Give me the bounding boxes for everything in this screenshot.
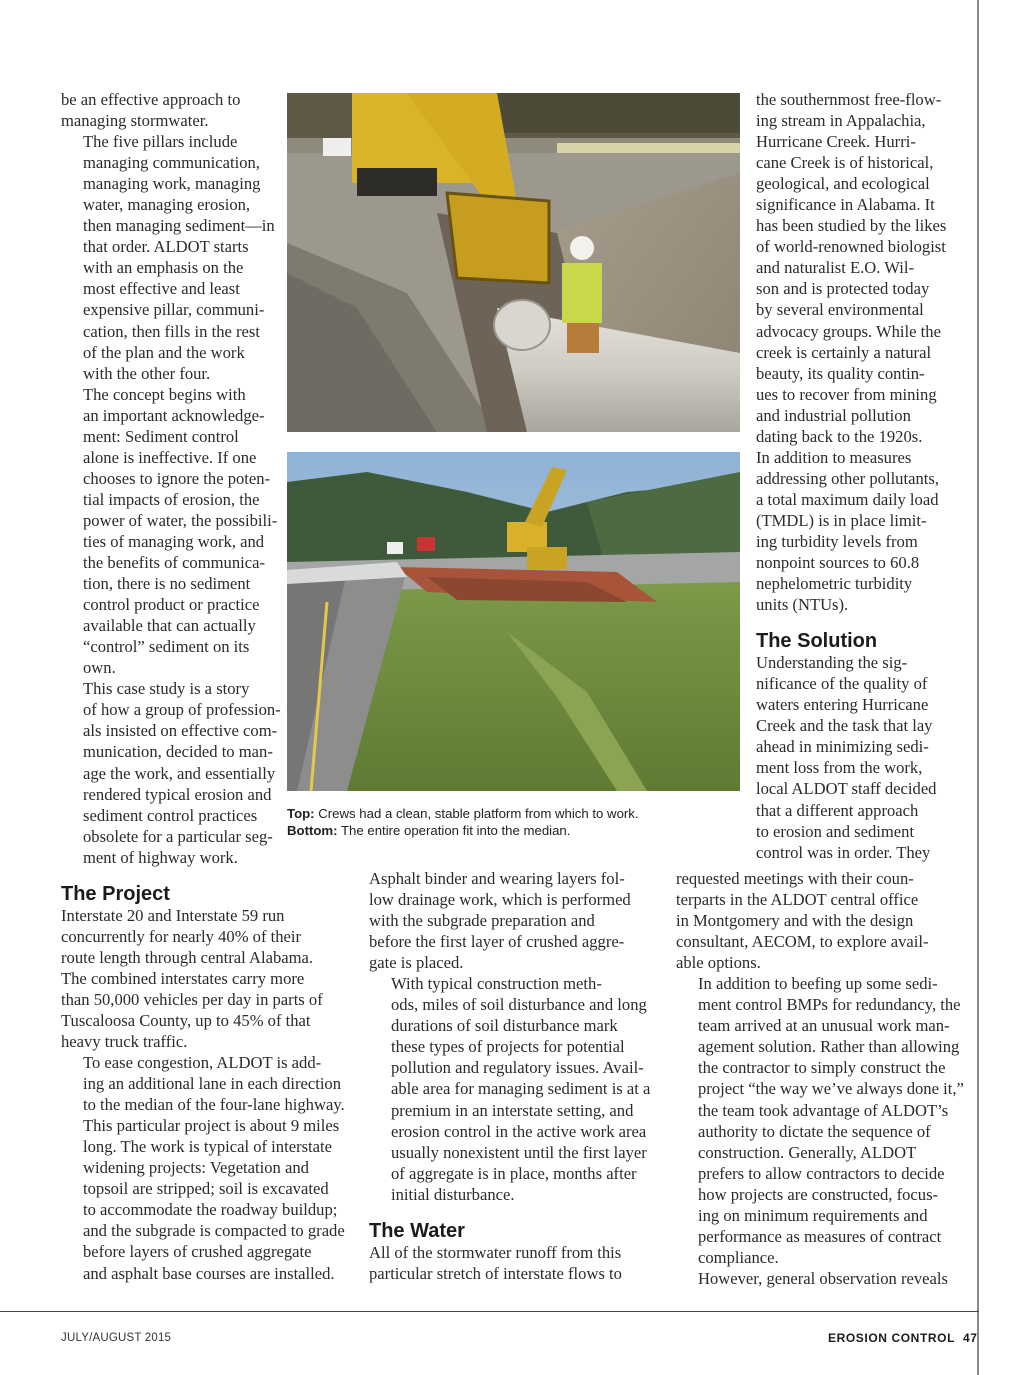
text-line: usually nonexistent until the first layer	[391, 1142, 647, 1162]
column-2	[369, 868, 669, 1284]
text-line: consultant, AECOM, to explore avail-	[676, 932, 929, 952]
text-line: team arrived at an unusual work man-	[698, 1016, 950, 1036]
text-line: ing stream in Appalachia,	[756, 111, 926, 131]
col3-paragraph-3	[676, 973, 971, 1268]
text-line: beauty, its quality contin-	[756, 363, 925, 383]
text-line: erosion control in the active work area	[391, 1121, 647, 1141]
text-line: how projects are constructed, focus-	[698, 1184, 939, 1204]
text-line: nonpoint sources to 60.8	[756, 553, 920, 573]
text-line: the team took advantage of ALDOT’s	[698, 1100, 949, 1120]
photo-bottom-median-operation	[287, 452, 740, 791]
text-line: by several environmental	[756, 300, 924, 320]
text-line: geological, and ecological	[756, 174, 930, 194]
text-line: with the other four.	[83, 363, 211, 383]
text-line: available that can actually	[83, 616, 256, 636]
photo-top-illustration	[287, 93, 740, 432]
text-line: with the subgrade preparation and	[369, 911, 595, 931]
col2-paragraph-3	[369, 1242, 669, 1284]
text-line: sediment control practices	[83, 805, 258, 825]
text-line: authority to dictate the sequence of	[698, 1121, 931, 1141]
caption-bottom-label: Bottom:	[287, 823, 338, 838]
text-line: managing work, managing	[83, 174, 261, 194]
text-line: Hurricane Creek. Hurri-	[756, 132, 916, 152]
column-3-continued	[676, 868, 971, 1289]
text-line: To ease congestion, ALDOT is add-	[83, 1053, 322, 1073]
caption-bottom-line	[287, 822, 639, 839]
text-line: able area for managing sediment is at a	[391, 1079, 651, 1099]
text-line: and industrial pollution	[756, 405, 911, 425]
col2-paragraph-1	[369, 868, 669, 973]
text-line: most effective and least	[83, 279, 240, 299]
text-line: of world-renowned biologist	[756, 237, 946, 257]
text-line: significance in Alabama. It	[756, 195, 935, 215]
text-line: advocacy groups. While the	[756, 321, 941, 341]
text-line: “control” sediment on its	[83, 637, 250, 657]
text-line: particular stretch of interstate flows to	[369, 1263, 622, 1283]
text-line: the southernmost free-flow-	[756, 90, 942, 109]
text-line: long. The work is typical of interstate	[83, 1137, 333, 1157]
text-line: dating back to the 1920s.	[756, 426, 923, 446]
text-line: In addition to beefing up some sedi-	[698, 974, 938, 994]
text-line: own.	[83, 658, 116, 678]
text-line: concurrently for nearly 40% of their	[61, 926, 302, 946]
text-line: Tuscaloosa County, up to 45% of that	[61, 1010, 311, 1030]
text-line: the benefits of communica-	[83, 553, 266, 573]
photo-caption	[287, 805, 639, 839]
col3-paragraph-1	[756, 89, 971, 615]
text-line: to the median of the four-lane highway.	[83, 1095, 345, 1115]
text-line: alone is ineffective. If one	[83, 447, 257, 467]
text-line: heavy truck traffic.	[61, 1032, 188, 1052]
text-line: chooses to ignore the poten-	[83, 468, 271, 488]
text-line: son and is protected today	[756, 279, 930, 299]
text-line: that a different approach	[756, 800, 919, 820]
text-line: agement solution. Rather than allowing	[698, 1037, 960, 1057]
heading-the-water: The Water	[369, 1219, 465, 1242]
text-line: of the plan and the work	[83, 342, 245, 362]
text-line: Interstate 20 and Interstate 59 run	[61, 905, 285, 925]
col3-paragraph-2-continued	[676, 868, 971, 973]
text-line: water, managing erosion,	[83, 195, 251, 215]
footer-rule	[0, 1311, 979, 1312]
text-line: of how a group of profession-	[83, 700, 281, 720]
photo-bottom-illustration	[287, 452, 740, 791]
text-line: low drainage work, which is performed	[369, 890, 631, 910]
caption-top-line	[287, 805, 639, 822]
text-line: Creek and the task that lay	[756, 716, 933, 736]
text-line: an important acknowledge-	[83, 405, 265, 425]
text-line: ment loss from the work,	[756, 758, 923, 778]
text-line: initial disturbance.	[391, 1184, 515, 1204]
caption-bottom-text: The entire operation fit into the median.	[337, 823, 571, 838]
text-line: these types of projects for potential	[391, 1037, 625, 1057]
text-line: Asphalt binder and wearing layers fol-	[369, 869, 625, 888]
col1-paragraph-5	[61, 1052, 351, 1284]
text-line: units (NTUs).	[756, 595, 849, 615]
text-line: performance as measures of contract	[698, 1226, 942, 1246]
text-line: managing communication,	[83, 153, 260, 173]
text-line: control product or practice	[83, 595, 260, 615]
text-line: cane Creek is of historical,	[756, 153, 934, 173]
text-line: age the work, and essentially	[83, 763, 276, 783]
caption-top-label: Top:	[287, 806, 315, 821]
text-line: waters entering Hurricane	[756, 695, 929, 715]
text-line: munication, decided to man-	[83, 742, 273, 762]
text-line: construction. Generally, ALDOT	[698, 1142, 917, 1162]
text-line: ues to recover from mining	[756, 384, 937, 404]
text-line: premium in an interstate setting, and	[391, 1100, 634, 1120]
heading-the-solution: The Solution	[756, 630, 878, 653]
text-line: managing stormwater.	[61, 111, 209, 131]
text-line: and asphalt base courses are installed.	[83, 1263, 335, 1283]
text-line: control was in order. They	[756, 842, 931, 862]
text-line: ing turbidity levels from	[756, 531, 918, 551]
text-line: requested meetings with their coun-	[676, 869, 914, 888]
caption-top-text: Crews had a clean, stable platform from which to work.	[314, 806, 639, 821]
text-line: ing on minimum requirements and	[698, 1205, 928, 1225]
right-margin-rule	[977, 0, 979, 1375]
text-line: durations of soil disturbance mark	[391, 1016, 618, 1036]
text-line: prefers to allow contractors to decide	[698, 1163, 945, 1183]
text-line: The five pillars include	[83, 132, 238, 152]
col2-paragraph-2	[369, 973, 669, 1205]
text-line: All of the stormwater runoff from this	[369, 1242, 622, 1262]
column-3	[756, 89, 971, 863]
col3-paragraph-2	[756, 652, 971, 862]
text-line: With typical construction meth-	[391, 974, 602, 994]
text-line: able options.	[676, 953, 761, 973]
text-line: nephelometric turbidity	[756, 574, 913, 594]
text-line: pollution and regulatory issues. Avail-	[391, 1058, 644, 1078]
text-line: creek is certainly a natural	[756, 342, 932, 362]
text-line: als insisted on effective com-	[83, 721, 278, 741]
text-line: of aggregate is in place, months after	[391, 1163, 637, 1183]
text-line: than 50,000 vehicles per day in parts of	[61, 989, 323, 1009]
text-line: and the subgrade is compacted to grade	[83, 1221, 345, 1241]
text-line: local ALDOT staff decided	[756, 779, 937, 799]
text-line: a total maximum daily load	[756, 489, 939, 509]
text-line: tion, there is no sediment	[83, 574, 251, 594]
text-line: However, general observation reveals	[698, 1268, 948, 1288]
text-line: in Montgomery and with the design	[676, 911, 914, 931]
text-line: widening projects: Vegetation and	[83, 1158, 309, 1178]
text-line: ing an additional lane in each direction	[83, 1074, 342, 1094]
text-line: be an effective approach to	[61, 90, 241, 109]
text-line: before the first layer of crushed aggre-	[369, 932, 625, 952]
text-line: cation, then fills in the rest	[83, 321, 260, 341]
text-line: ment of highway work.	[83, 847, 238, 867]
text-line: project “the way we’ve always done it,”	[698, 1079, 964, 1099]
text-line: power of water, the possibili-	[83, 510, 278, 530]
text-line: Understanding the sig-	[756, 653, 908, 673]
footer-issue-date: JULY/AUGUST 2015	[61, 1332, 172, 1344]
text-line: has been studied by the likes	[756, 216, 947, 236]
heading-the-project: The Project	[61, 882, 170, 905]
text-line: (TMDL) is in place limit-	[756, 510, 927, 530]
text-line: obsolete for a particular seg-	[83, 826, 273, 846]
text-line: terparts in the ALDOT central office	[676, 890, 919, 910]
text-line: The combined interstates carry more	[61, 968, 305, 988]
text-line: then managing sediment—in	[83, 216, 275, 236]
text-line: tial impacts of erosion, the	[83, 489, 260, 509]
text-line: gate is placed.	[369, 953, 464, 973]
footer-magazine-name: EROSION CONTROL	[828, 1331, 956, 1345]
text-line: This case study is a story	[83, 679, 250, 699]
col3-paragraph-4	[676, 1268, 971, 1289]
footer-magazine-page	[828, 1331, 978, 1345]
text-line: ment control BMPs for redundancy, the	[698, 995, 961, 1015]
text-line: nificance of the quality of	[756, 674, 928, 694]
text-line: before layers of crushed aggregate	[83, 1242, 312, 1262]
text-line: addressing other pollutants,	[756, 468, 939, 488]
text-line: ods, miles of soil disturbance and long	[391, 995, 647, 1015]
text-line: to erosion and sediment	[756, 821, 915, 841]
text-line: compliance.	[698, 1247, 779, 1267]
col1-paragraph-4	[61, 905, 351, 1052]
text-line: with an emphasis on the	[83, 258, 244, 278]
text-line: The concept begins with	[83, 384, 246, 404]
text-line: This particular project is about 9 miles	[83, 1116, 340, 1136]
photo-top-excavator-trench	[287, 93, 740, 432]
text-line: to accommodate the roadway buildup;	[83, 1200, 338, 1220]
text-line: rendered typical erosion and	[83, 784, 272, 804]
footer-page-number: 47	[963, 1331, 978, 1345]
text-line: and naturalist E.O. Wil-	[756, 258, 915, 278]
text-line: topsoil are stripped; soil is excavated	[83, 1179, 329, 1199]
text-line: route length through central Alabama.	[61, 947, 314, 967]
text-line: expensive pillar, communi-	[83, 300, 265, 320]
text-line: ahead in minimizing sedi-	[756, 737, 929, 757]
text-line: that order. ALDOT starts	[83, 237, 249, 257]
text-line: ties of managing work, and	[83, 531, 265, 551]
text-line: the contractor to simply construct the	[698, 1058, 946, 1078]
text-line: ment: Sediment control	[83, 426, 239, 446]
text-line: In addition to measures	[756, 447, 912, 467]
